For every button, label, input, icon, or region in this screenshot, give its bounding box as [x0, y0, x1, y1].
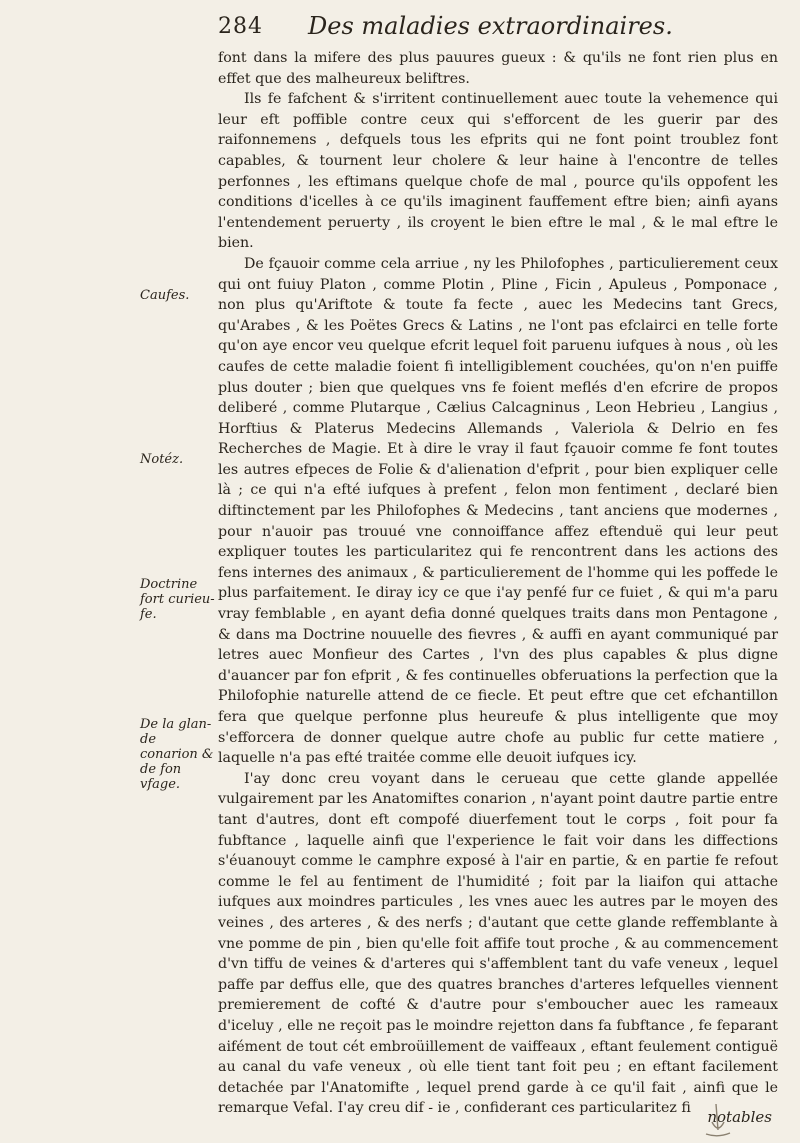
margin-note-glande: De la glan-de conarion & de fon vfage. — [140, 717, 214, 792]
margin-note-doctrine: Doctrine fort curieu-fe. — [140, 577, 215, 622]
body-text — [218, 48, 778, 1119]
paragraph: Ils fe fafchent & s'irritent continuellement auec toute la vehemence qui leur eft poffible contre ceux qui s'efforcent de les guerir par des raifonnemens , defquels tous les efprits qui ne font point troublez font capables, & tournent leur cholere & leur haine à l'encontre de telles perfonnes , les eftimans quelque chofe de mal , pource qu'ils oppofent les conditions d'icelles à ce qu'ils imaginent fauffement eftre bien; ainfi ayans l'entendement peruerty , ils croyent le bien eftre le mal , & le mal eftre le bien. — [218, 91, 778, 252]
margin-note-causes: Caufes. — [140, 288, 190, 303]
page-number: 284 — [218, 14, 263, 39]
paragraph: De fçauoir comme cela arriue , ny les Philofophes , particulierement ceux qui ont fuiuy Platon , comme Plotin , Pline , Ficin , Apuleus , Pomponace , non plus qu'Ariftote & toute fa fecte , auec les Medecins tant Grecs, qu'Arabes , & les Poëtes Grecs & Latins , ne l'ont pas efclairci en telle forte qu'on aye encor veu quelque efcrit lequel foit paruenu iufques à nous , où les caufes de cette maladie foient fi intelligiblement couchées, qu'on n'en puiffe plus douter ; bien que quelques vns fe foient meflés d'en efcrire de propos deliberé , comme Plutarque , Cælius Calcagninus , Leon Hebrieu , Langius , Horftius & Platerus Medecins Allemands , Valeriola & Delrio en fes Recherches de Magie. Et à dire le vray il faut fçauoir comme fe font toutes les autres efpeces de Folie & d'alienation d'efprit , pour bien expliquer celle là ; ce qui n'a efté iufques à prefent , felon mon fentiment , declaré bien diftinctement par les Philofophes & Medecins , tant anciens que modernes , pour n'auoir pas trouué vne connoiffance affez eftenduë qui leur peut expliquer toutes les particularitez qui fe rencontrent dans les actions des fens internes des animaux , & particulierement de l'homme qui les poffede le plus parfaitement. Ie diray icy ce que i'ay penfé fur ce fuiet , & qui m'a paru vray femblable , en ayant defia donné quelques traits dans mon Pentagone , & dans ma Doctrine nouuelle des fievres , & auffi en ayant communiqué par letres auec Monfieur des Cartes , l'vn des plus capables & plus digne d'auancer par fon efprit , & fes continuelles obferuations la perfection que la Philofophie naturelle attend de ce fiecle. Et peut eftre que cet efchantillon fera que quelque perfonne plus heureufe & plus intelligente que moy s'efforcera de donner quelque autre chofe au public fur cette matiere , laquelle n'a pas efté traitée comme elle deuoit iufques icy. — [218, 255, 778, 767]
ink-smudge-icon — [698, 1100, 738, 1138]
running-title: Des maladies extraordinaires. — [308, 12, 673, 40]
margin-note-notez: Notéz. — [140, 452, 184, 467]
catchword: notables — [707, 1108, 772, 1126]
paragraph: I'ay donc creu voyant dans le cerueau que cette glande appellée vulgairement par les Anatomiftes conarion , n'ayant point dautre partie entre tant d'autres, dont eft compofé diuerfement tout le corps , foit pour fa fubftance , laquelle ainfi que l'experience le fait voir dans les diffections s'éuanouyt comme le camphre exposé à l'air en partie, & en partie fe refout comme le fel au fentiment de l'humidité ; foit par la liaifon qui attache iufques aux moindres particules , les vnes auec les autres par le moyen des veines , des arteres , & des nerfs ; d'autant que cette glande reffemblante à vne pomme de pin , bien qu'elle foit affife tout proche , & au commencement d'vn tiffu de veines & d'arteres qui s'affemblent tant du vafe veneux , lequel paffe par deffus elle, que des quatres branches d'arteres lefquelles viennent premierement de cofté & d'autre pour s'emboucher auec les rameaux d'iceluy , elle ne reçoit pas le moindre rejetton dans fa fubftance , fe feparant aifément de tout cét embroüillement de vaiffeaux , eftant feulement contiguë au canal du vafe veneux , où elle tient tant foit peu ; en eftant facilement detachée par l'Anatomifte , lequel prend garde à ce qu'il fait , ainfi que le remarque Vefal. I'ay creu dif - ie , confiderant ces particularitez fi — [218, 770, 778, 1117]
paragraph: font dans la mifere des plus pauures gueux : & qu'ils ne font rien plus en effet que des malheureux beliftres. — [218, 50, 778, 87]
page-header — [218, 12, 738, 52]
